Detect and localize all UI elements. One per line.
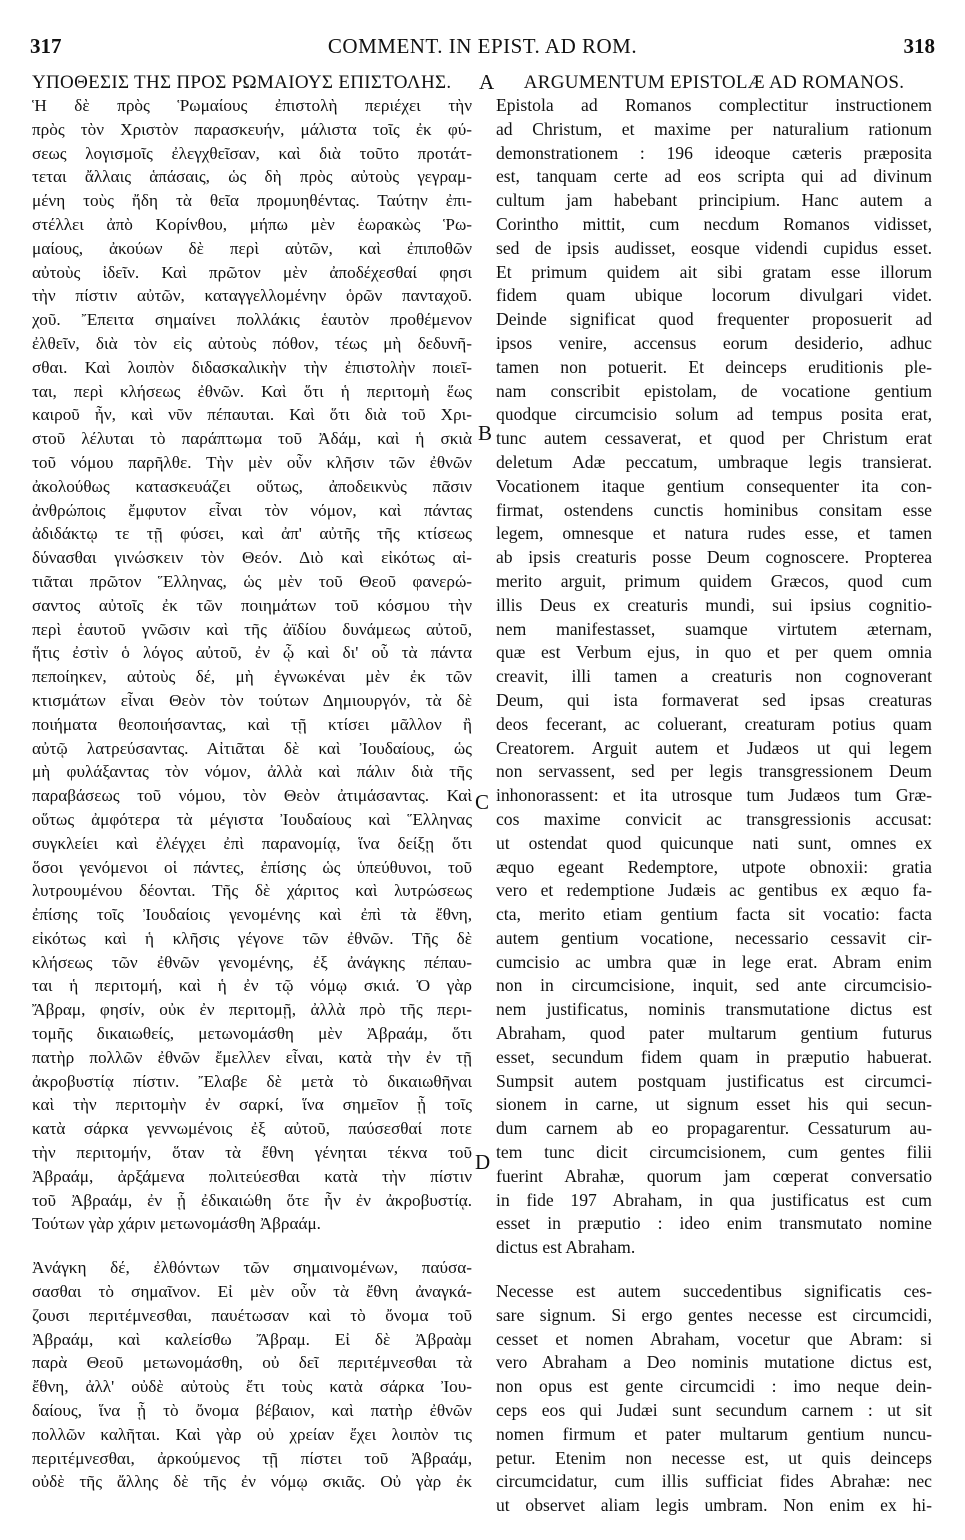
text-line: εἰκότως καὶ ἡ κλῆσις γέγονε τῶν ἐθνῶν. Τῆς δὲ [32,928,472,948]
text-line: οὐδὲ τῆς ἄλλης δὲ τῆς ἐν νόμῳ σκιᾶς. Οὐ γὰρ ἐκ [32,1472,472,1492]
text-line: περιτέμνεσθαι, ἀρκούμενος τῇ πίστει τοῦ Ἀβραάμ, [32,1448,472,1468]
text-line: ἀνθρώποις ἔμφυτον εἶναι τὸν νόμον, καὶ πάντας [32,500,472,520]
page-number-right: 318 [903,34,935,58]
text-line: nem justificatus, nominis transmutatione dictus est [496,999,932,1020]
text-line: καιροῦ ἦν, καὶ νῦν πέπαυται. Καὶ ὅτι διὰ τοῦ Χρι- [32,405,472,425]
text-line: στοῦ λέλυται τὸ παράπτωμα τοῦ Ἀδάμ, καὶ ἡ σκιὰ [32,429,472,449]
text-line: deos fecerant, ac coluerant, creaturam potius quam [496,713,932,734]
text-line: ipsos venire, accensus eorum desiderio, adhuc [496,332,932,353]
text-line: παρὰ Θεοῦ μετωνομάσθη, οὐ δεῖ περιτέμνεσθαι τὰ [32,1353,472,1373]
text-line: nam conscribit epistolam, de vocatione gentium [496,380,932,401]
text-line: firmat, ostendens cunctis hominibus consitam esse [496,499,932,520]
greek-text-body [32,94,472,1494]
latin-column [496,72,932,1518]
text-line: tamen non potuerit. Et deinceps eruditionis ple- [496,356,932,377]
text-line: non opus est gente circumcidi : imo neque dein- [496,1376,932,1397]
margin-marker-a: A [479,70,495,94]
text-line: στέλλει ἀπὸ Κορίνθου, μήπω μὲν ἑωρακὼς Ῥω- [32,214,472,234]
text-line: autem gentium vocatione, necessario cessavit cir- [496,927,932,948]
text-line: nem manifestasset, suamque virtutem æternam, [496,618,932,639]
text-line: Deinde significat quod frequenter proposuerit ad [496,309,932,330]
text-line: χοῦ. Ἔπειτα σημαίνει πολλάκις ἑαυτὸν προθέμενον [32,310,472,330]
text-line: Et primum quidem ait sibi gratam esse illorum [496,261,932,282]
text-line: κλήσεως τῶν ἐθνῶν γενομένης, ἐξ ἀνάγκης πέπαυ- [32,952,472,972]
text-line: δύνασθαι γινώσκειν τὸν Θεόν. Διὸ καὶ εἰκότως αἰ- [32,548,472,568]
text-line: μένη τοὺς ἤδη τὰ θεῖα προμυηθέντας. Ταύτην ἐπι- [32,191,472,211]
text-line: ἐπίσης τοῖς Ἰουδαίοις γενομένης καὶ ἐπὶ τὰ ἔθνη, [32,905,472,925]
text-line: παραβάσεως τοῦ νόμου, τὸν Θεὸν ἀτιμάσαντας. Καὶ [32,786,472,806]
text-line: Corintho mittit, cum necdum Romanos vidisset, [496,213,932,234]
text-line: fuerint Abrahæ, quorum jam cœperat conversatio [496,1165,932,1186]
text-line: sed de ipsis audisset, eosque videndi cupidus esset. [496,237,932,258]
text-line: λυτρουμένου δέονται. Τῆς δὲ χάριτος καὶ λυτρώσεως [32,881,472,901]
text-line: ἐλθεῖν, διὰ τὸν εἰς αὐτοὺς πόθον, τέως μὴ δεδυνῆ- [32,333,472,353]
text-line: esset in præputio : ideo enim transmutato nomine [496,1213,932,1234]
text-line: Deum, qui ista formaverat sed ipsas creaturas [496,689,932,710]
text-line: Necesse est autem succedentibus significatis ces- [496,1281,932,1302]
text-line: Ἡ δὲ πρὸς Ῥωμαίους ἐπιστολὴ περιέχει τὴν [32,96,472,115]
text-line: est, tanquam certe ad eos scripta qui ad divinum [496,166,932,187]
text-line: petur. Etenim non necesse est, ut quis deinceps [496,1447,932,1468]
text-line: tem tunc dicit circumcisionem, cum gentes filii [496,1142,932,1163]
text-line: πατὴρ πολλῶν ἐθνῶν ἔμελλεν εἶναι, κατὰ τὴν ἐν τῇ [32,1047,472,1067]
text-line: legem, omnesque et natura rudes esse, et tamen [496,523,932,544]
text-line: αὐτῷ λατρεύσαντας. Αἰτιᾶται δὲ καὶ Ἰουδαίους, ὡς [32,738,472,758]
text-line: τομῆς δικαιωθείς, μετωνομάσθη μὲν Ἀβραάμ, ὅτι [32,1024,472,1044]
text-line: σασθαι τὸ σημαῖνον. Εἰ μὲν οὖν τὰ ἔθνη ἀναγκά- [32,1282,472,1302]
text-line: πρὸς τὸν Χριστὸν παρασκευήν, μάλιστα τοῖς ἐκ φύ- [32,119,472,139]
page-header [30,34,935,60]
text-line: dum carnem ab eo propagarentur. Cessaturum au- [496,1118,932,1139]
text-line: ἔθνη, ἀλλ' οὐδὲ αὐτοὺς ἔτι τοὺς κατὰ σάρκα Ἰου- [32,1377,472,1397]
text-line: Abraham, quod pater multarum gentium futurus [496,1023,932,1044]
text-line: Creatorem. Arguit autem et Judæos ut qui legem [496,737,932,758]
text-line: Ἀνάγκη δέ, ἐλθόντων τῶν σημαινομένων, παύσα- [32,1258,472,1278]
text-line: ut observet aliam legis umbram. Non enim ex hi- [496,1495,932,1516]
text-line: πολλῶν καλῆται. Καὶ γὰρ οὐ χρείαν ἔχει λοιπὸν τις [32,1424,472,1444]
text-line: κτισμάτων εἶναι Θεὸν τὸν τούτων Δημιουργόν, τὰ δὲ [32,690,472,710]
text-line: Ἀβραάμ, καὶ καλείσθω Ἄβραμ. Εἰ δὲ Ἀβραὰμ [32,1329,472,1349]
text-line: πεποίηκεν, αὐτοὺς δέ, μὴ ἐγνωκέναι μὲν ἐκ τῶν [32,667,472,687]
text-line: κατὰ σάρκα γεννωμένοις ἐξ αὐτοῦ, παύσεσθαί ποτε [32,1119,472,1139]
text-line: tunc autem cessaverat, et quod per Christum erat [496,428,932,449]
page-number-left: 317 [30,34,62,58]
text-line: μὴ φυλάξαντας τὸν νόμον, ἀλλὰ καὶ πάλιν διὰ τῆς [32,762,472,782]
margin-marker-d: D [475,1150,491,1174]
latin-text-body [496,94,932,1518]
text-line: Sumpsit autem postquam justificatus est circumci- [496,1070,932,1091]
text-line: Ἀβραάμ, ἀρξάμενα πολιτεύεσθαι κατὰ τὴν πίστιν [32,1166,472,1186]
text-line: non in circumcisione, inquit, sed ante circumcisio- [496,975,932,996]
text-line: Vocationem itaque gentium consequenter ita con- [496,475,932,496]
latin-column-title: ARGUMENTUM EPISTOLÆ AD ROMANOS. [523,72,905,93]
text-line: ἀκροβυστίᾳ πίστιν. Ἔλαβε δὲ μετὰ τὸ δικαιωθῆναι [32,1071,472,1091]
text-line: ut ostendat quod quicunque nati sunt, omnes ex [496,832,932,853]
text-line: σαντος αὐτοῖς ἐκ τῶν ποιημάτων τοῦ κόσμου τὴν [32,595,472,615]
text-line: nomen firmum et pater multarum gentium nuncu- [496,1423,932,1444]
text-line: dictus est Abraham. [496,1237,636,1258]
text-line: ab ipsis creaturis posse Deum cognoscere. Propterea [496,547,932,568]
text-line: ται, περὶ κλήσεως ἐθνῶν. Καὶ ὅτι ἡ περιτομὴ ἕως [32,381,472,401]
text-line: δαίους, ἵνα ᾖ τὸ ὄνομα βέβαιον, καὶ πατὴρ ἐθνῶν [32,1401,472,1421]
text-line: illis Deus ex creaturis mundi, sui ipsius cognitio- [496,594,932,615]
text-line: demonstrationem : 196 ideoque cæteris præposita [496,142,932,163]
text-line: σεως λογισμοῖς ἐλεγχθεῖσαν, καὶ διὰ τοῦτο προτάτ- [32,143,472,163]
running-title: COMMENT. IN EPIST. AD ROM. [327,34,638,58]
text-line: fidem quam ubique locorum divulgari videt. [496,285,932,306]
text-line: merito arguit, primum quidem Græcos, quod cum [496,570,932,591]
text-line: quodque circumcisio solum ad tempus posita erat, [496,404,932,425]
text-line: μαίους, ἀκούων δὲ περὶ αὐτῶν, καὶ ἐπιποθῶν [32,238,472,258]
text-line: Τούτων γὰρ χάριν μετωνομάσθη Ἀβραάμ. [32,1214,321,1234]
text-line: οὕτως ἀμφότερα τὰ μέγιστα Ἰουδαίους καὶ Ἕλληνας [32,809,472,829]
text-line: τοῦ Ἀβραάμ, ἐν ᾗ ἐδικαιώθη ὅτε ἦν ἐν ἀκροβυστίᾳ. [32,1190,472,1210]
text-line: inhonorassent: et ita utrosque tum Judæos tum Græ- [496,785,932,806]
text-line: καὶ τὴν περιτομὴν ἐν σαρκί, ἵνα σημεῖον ᾖ τοῖς [32,1095,472,1115]
text-line: ad Christum, et maxime per naturalium rationum [496,118,932,139]
text-line: τὴν περιτομήν, ὅταν τὰ ἔθνη γένηται τέκνα τοῦ [32,1143,472,1163]
text-line: cos maxime convicit ac transgressionis accusat: [496,808,932,829]
text-line: Ἄβραμ, φησίν, οὐκ ἐν περιτομῇ, ἀλλὰ πρὸ τῆς περι- [32,1000,472,1020]
greek-column-title: ΥΠΟΘΕΣΙΣ ΤΗΣ ΠΡΟΣ ΡΩΜΑΙΟΥΣ ΕΠΙΣΤΟΛΗΣ. [32,72,452,93]
text-line: cultum jam habebant principium. Hanc autem a [496,190,932,211]
text-line: creavit, illi tamen a creaturis non cognoverant [496,666,932,687]
text-line: deletum Adæ peccatum, umbraque legis transierat. [496,451,932,472]
text-line: σθαι. Καὶ λοιπὸν διδασκαλικὴν τὴν ἐπιστολὴν ποιεῖ- [32,357,472,377]
text-line: sionem in carne, ut signum esset his qui secun- [496,1094,932,1115]
text-line: τιᾶται πρῶτον Ἕλληνας, ὡς μὲν τοῦ Θεοῦ φανερώ- [32,571,472,591]
text-line: τοῦ νόμου παρῆλθε. Τὴν μὲν οὖν κλῆσιν τῶν ἐθνῶν [32,452,472,472]
text-line: esset, secundum fidem quam in præputio habuerat. [496,1046,932,1067]
text-line: ἥτις ἐστὶν ὁ λόγος αὐτοῦ, ἐν ᾧ καὶ δι' οὗ τὰ πάντα [32,643,472,663]
text-line: æquo egeant Redemptore, utpote obnoxii: gratia [496,856,932,877]
text-line: τεται ἄλλαις ἁπάσαις, ὡς δὴ πρὸς αὐτοὺς γεγραμ- [32,167,472,187]
text-line: αὐτοὺς ἰδεῖν. Καὶ πρῶτον μὲν ἀποδέχεσθαί φησι [32,262,472,282]
text-line: in fide 197 Abraham, in qua justificatus est cum [496,1189,932,1210]
text-line: ὅσοι γενόμενοι οἱ πάντες, ἐπίσης ὡς ὑπεύθυνοι, τοῦ [32,857,472,877]
text-line: συγκλείει καὶ ἐλέγχει ἐπὶ παρανομίᾳ, ἵνα δείξῃ ὅτι [32,833,472,853]
text-line: vero Abraham a Deo nominis mutatione dictus est, [496,1352,932,1373]
text-line: cumcisio ac umbra quæ in lege erat. Abram enim [496,951,932,972]
text-line: quæ est Verbum ejus, in quo et per quem omnia [496,642,932,663]
text-line: cta, merito etiam gentium facta sit vocatio: facta [496,904,932,925]
text-line: circumcidatur, cum illis sufficiat fides Abrahæ: nec [496,1471,932,1492]
text-line: sare signum. Si ergo gentes necesse est circumcidi, [496,1304,932,1325]
text-line: Epistola ad Romanos complectitur instructionem [496,95,932,115]
text-line: ποιήματα θεοποιήσαντας, καὶ τῇ κτίσει μᾶλλον ἢ [32,714,472,734]
text-line: ἀκολούθως κατασκευάζει οὕτως, ἀποδεικνὺς πᾶσιν [32,476,472,496]
margin-marker-c: C [475,790,490,814]
text-line: ζουσι περιτέμνεσθαι, παυέτωσαν καὶ τὸ ὄνομα τοῦ [32,1305,472,1325]
text-line: ἀδιδάκτῳ τε τῇ φύσει, καὶ ἀπ' αὐτῆς τῆς κτίσεως [32,524,472,544]
text-line: ται ἡ περιτομή, καὶ ἡ ἐν τῷ νόμῳ σκιά. Ὁ γὰρ [32,976,472,996]
text-line: τὴν πίστιν αὐτῶν, καταγγελλομένην ὁρῶν πανταχοῦ. [32,286,472,306]
text-line: ceps eos qui Judæi sunt secundum carnem : ut sit [496,1400,932,1421]
greek-column [32,72,472,1494]
margin-marker-b: B [478,421,493,445]
text-line: vero et redemptione Judæis ac gentibus ex æquo fa- [496,880,932,901]
text-line: περὶ ἑαυτοῦ γνῶσιν καὶ τῆς ἀϊδίου δυνάμεως αὐτοῦ, [32,619,472,639]
text-line: cesset et nomen Abraham, vocetur que Abram: si [496,1328,932,1349]
text-line: non servassent, sed per legis transgressionem Deum [496,761,932,782]
